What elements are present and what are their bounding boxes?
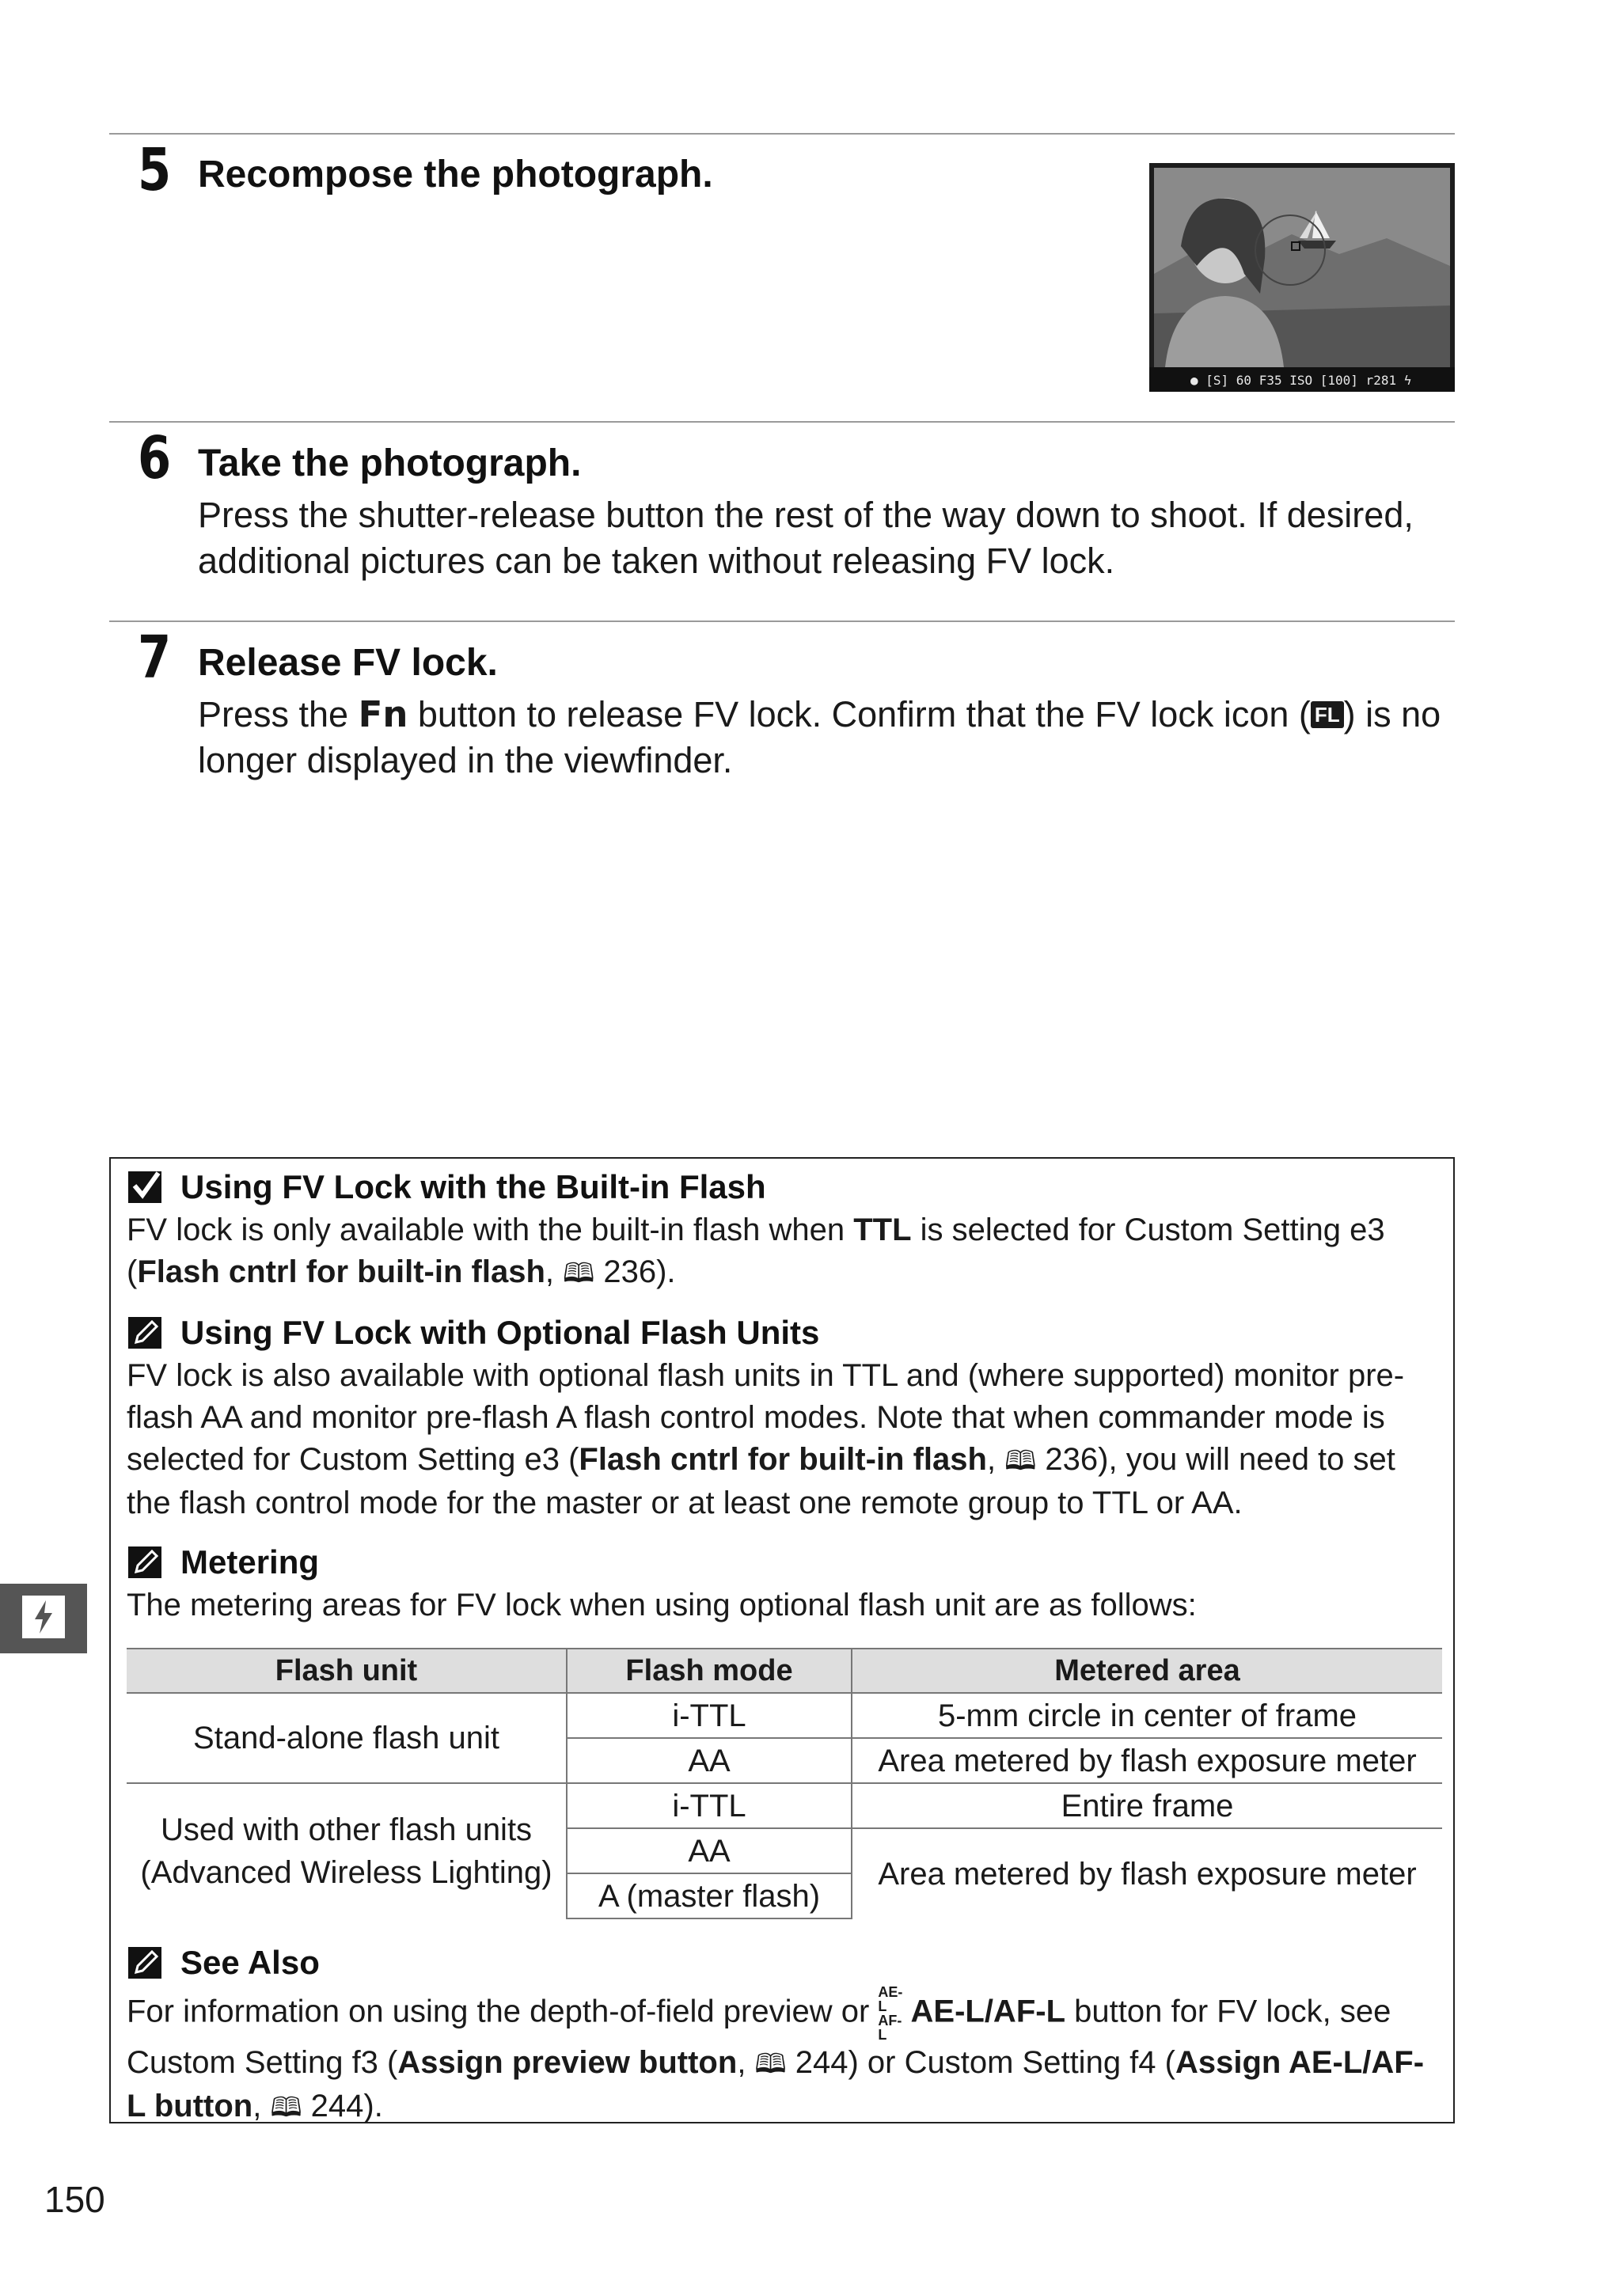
- flash-chapter-tab: [0, 1584, 87, 1653]
- note-builtin-heading: [127, 1168, 766, 1206]
- viewfinder-display-text: ● [S] 60 F35 ISO [100] r281 ϟ: [1190, 373, 1412, 388]
- note-optional-title: Using FV Lock with Optional Flash Units: [180, 1314, 820, 1351]
- step-7-text-1: Press the: [198, 694, 359, 734]
- note-builtin-title: Using FV Lock with the Built-in Flash: [180, 1168, 766, 1205]
- table-cell: i-TTL: [567, 1693, 852, 1738]
- step-5-top-rule: [109, 133, 1455, 135]
- fn-button-label: Fn: [358, 693, 408, 735]
- book-reference-icon: 🕮: [754, 2048, 787, 2080]
- table-cell: AA: [567, 1738, 852, 1783]
- ae-l-af-l-button-icon: AE-L AF-L: [878, 1984, 903, 2043]
- step-7-number: 7: [138, 624, 172, 692]
- step-7-text-2: button to release FV lock. Confirm that the FV lock icon (: [408, 694, 1311, 734]
- see-also-text-6: 244).: [302, 2089, 383, 2123]
- note-see-also-heading: [127, 1944, 320, 1982]
- pencil-icon: [127, 1314, 165, 1352]
- table-header: Metered area: [852, 1649, 1442, 1693]
- see-also-text-2: button for FV lock, see Custom Setting f3 (: [127, 1994, 1391, 2080]
- pencil-icon: [127, 1543, 165, 1581]
- step-6-top-rule: [109, 421, 1455, 423]
- note-builtin-text-2: is selected for Custom Setting e3 (: [127, 1213, 1385, 1289]
- used-with-line-1: Used with other flash units: [160, 1812, 533, 1847]
- see-also-text-3: ,: [737, 2045, 755, 2080]
- flash-cntrl-term-2: Flash cntrl for built-in flash: [579, 1442, 987, 1477]
- note-see-also-title: See Also: [180, 1944, 320, 1981]
- step-7-top-rule: [109, 620, 1455, 622]
- see-also-text-5: ,: [252, 2089, 271, 2123]
- note-builtin-text-4: 236).: [594, 1254, 676, 1289]
- table-cell: Area metered by flash exposure meter: [852, 1828, 1442, 1918]
- note-see-also-body: [127, 1985, 1441, 2129]
- step-5-title: Recompose the photograph.: [198, 154, 713, 195]
- ttl-term: TTL: [853, 1213, 912, 1247]
- notes-box: [109, 1157, 1455, 2123]
- note-builtin-text-3: ,: [545, 1254, 564, 1289]
- table-header: Flash mode: [567, 1649, 852, 1693]
- see-also-text-4: 244) or Custom Setting f4 (: [786, 2045, 1175, 2080]
- flash-icon: [21, 1594, 66, 1644]
- note-optional-text-3: 236), you will need to set the flash control mode for the master or at least one remote group to TTL or AA.: [127, 1442, 1395, 1520]
- ae-l-af-l-term: AE-L/AF-L: [910, 1994, 1066, 2029]
- step-7-body: [198, 692, 1456, 784]
- page-number: 150: [44, 2179, 105, 2220]
- step-7-text-3: ) is no longer displayed in the viewfinder.: [198, 694, 1441, 780]
- note-optional-text-1: FV lock is also available with optional flash units in TTL and (where supported) monitor pre-flash AA and monitor pre-flash A flash control modes. Note that when commander mode is selected for Custom Setting e3 (: [127, 1358, 1405, 1477]
- table-header: Flash unit: [127, 1649, 567, 1693]
- step-5-number: 5: [138, 136, 172, 204]
- table-row: [127, 1693, 1442, 1738]
- table-cell: A (master flash): [567, 1873, 852, 1918]
- pencil-icon: [127, 1944, 165, 1982]
- book-reference-icon: 🕮: [270, 2092, 302, 2123]
- book-reference-icon: 🕮: [563, 1258, 595, 1289]
- assign-ae-af-term: Assign AE-L/AF-L button: [127, 2045, 1425, 2123]
- table-cell: Area metered by flash exposure meter: [852, 1738, 1442, 1783]
- table-cell: 5-mm circle in center of frame: [852, 1693, 1442, 1738]
- see-also-text-1: For information on using the depth-of-field preview or: [127, 1994, 879, 2029]
- viewfinder-illustration: [1149, 163, 1455, 392]
- note-builtin-text-1: FV lock is only available with the built-in flash when: [127, 1213, 854, 1247]
- note-optional-heading: [127, 1314, 819, 1352]
- table-header-row: [127, 1649, 1442, 1693]
- fv-lock-icon: FL: [1311, 701, 1344, 728]
- table-cell: [127, 1783, 567, 1918]
- used-with-line-2: (Advanced Wireless Lighting): [140, 1855, 552, 1890]
- step-6-body: Press the shutter-release button the rest of the way down to shoot. If desired, additional pictures can be taken without releasing FV lock.: [198, 495, 1414, 581]
- step-6-number: 6: [138, 424, 172, 492]
- note-optional-text-2: ,: [986, 1442, 1005, 1477]
- table-cell: i-TTL: [567, 1783, 852, 1828]
- step-7-title: Release FV lock.: [198, 642, 498, 684]
- table-cell: AA: [567, 1828, 852, 1873]
- book-reference-icon: 🕮: [1004, 1445, 1037, 1477]
- note-metering-heading: [127, 1543, 319, 1581]
- table-cell: Entire frame: [852, 1783, 1442, 1828]
- checkmark-icon: [127, 1168, 165, 1206]
- table-cell: Stand-alone flash unit: [127, 1693, 567, 1783]
- note-builtin-body: [127, 1209, 1441, 1295]
- flash-cntrl-term: Flash cntrl for built-in flash: [137, 1254, 545, 1289]
- assign-preview-term: Assign preview button: [397, 2045, 738, 2080]
- note-metering-title: Metering: [180, 1543, 320, 1581]
- table-row: [127, 1783, 1442, 1828]
- step-6-title: Take the photograph.: [198, 442, 582, 484]
- metering-table: [127, 1648, 1442, 1919]
- note-optional-body: [127, 1355, 1441, 1524]
- note-metering-body: The metering areas for FV lock when using optional flash unit are as follows:: [127, 1588, 1197, 1622]
